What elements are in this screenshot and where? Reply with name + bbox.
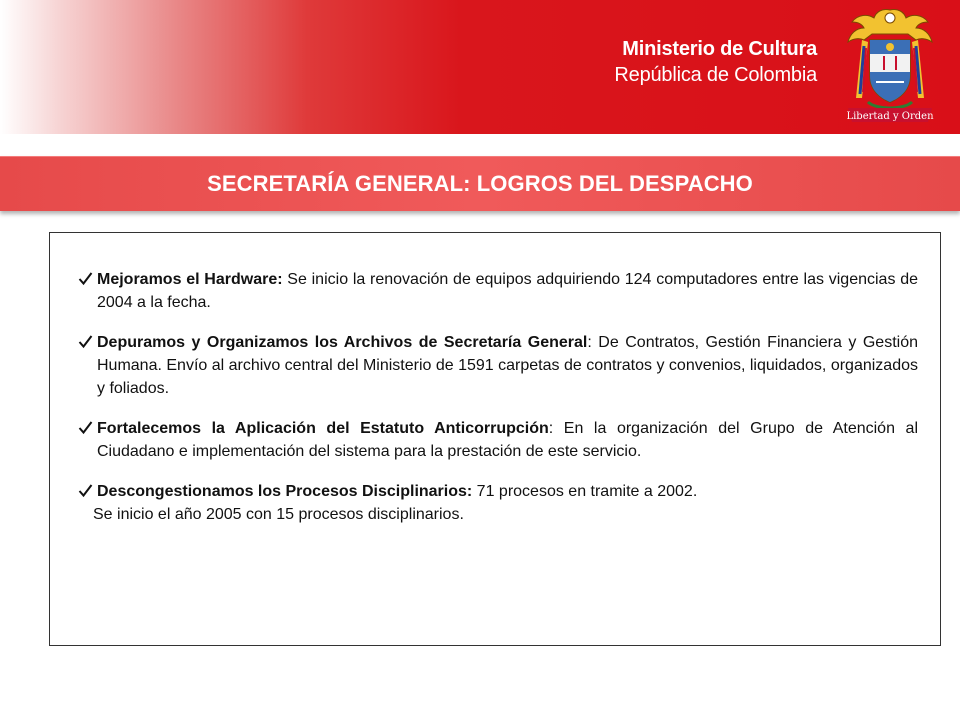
item-text: : En la organización del Grupo de Atención al Ciudadano e implementación del sistema para la prestación de este servicio.	[97, 420, 919, 460]
header-text	[614, 36, 817, 88]
item-text: Se inicio la renovación de equipos adquiriendo 124 computadores entre las vigencias de 2004 a la fecha.	[97, 271, 918, 311]
header-banner	[0, 0, 960, 134]
checkmark-icon	[78, 483, 93, 498]
title-bar	[0, 156, 960, 211]
item-text: : De Contratos, Gestión Financiera y Gestión Humana. Envío al archivo central del Ministerio de 1591 carpetas de contratos y convenios, liquidados, organizados y foliados.	[97, 334, 918, 397]
colombia-coat-of-arms-icon	[842, 6, 938, 128]
item-extra-text: Se inicio el año 2005 con 15 procesos disciplinarios.	[93, 506, 464, 523]
checkmark-icon	[78, 271, 93, 286]
list-item	[78, 268, 918, 314]
republic-name: República de Colombia	[614, 64, 817, 86]
item-heading: Fortalecemos la Aplicación del Estatuto Anticorrupción	[97, 420, 549, 437]
list-item	[78, 417, 918, 463]
seal-motto: Libertad y Orden	[846, 111, 934, 122]
item-heading: Mejoramos el Hardware:	[97, 271, 283, 288]
item-text: 71 procesos en tramite a 2002.	[472, 483, 698, 500]
content-box	[49, 232, 941, 646]
list-item	[78, 331, 918, 400]
ministry-name: Ministerio de Cultura	[622, 38, 817, 60]
list-item	[78, 480, 918, 526]
page-title: SECRETARÍA GENERAL: LOGROS DEL DESPACHO	[207, 171, 753, 196]
achievements-list	[78, 268, 918, 543]
checkmark-icon	[78, 420, 93, 435]
item-heading: Descongestionamos los Procesos Disciplinarios:	[97, 483, 473, 500]
checkmark-icon	[78, 334, 93, 349]
item-heading: Depuramos y Organizamos los Archivos de Secretaría General	[97, 334, 588, 351]
